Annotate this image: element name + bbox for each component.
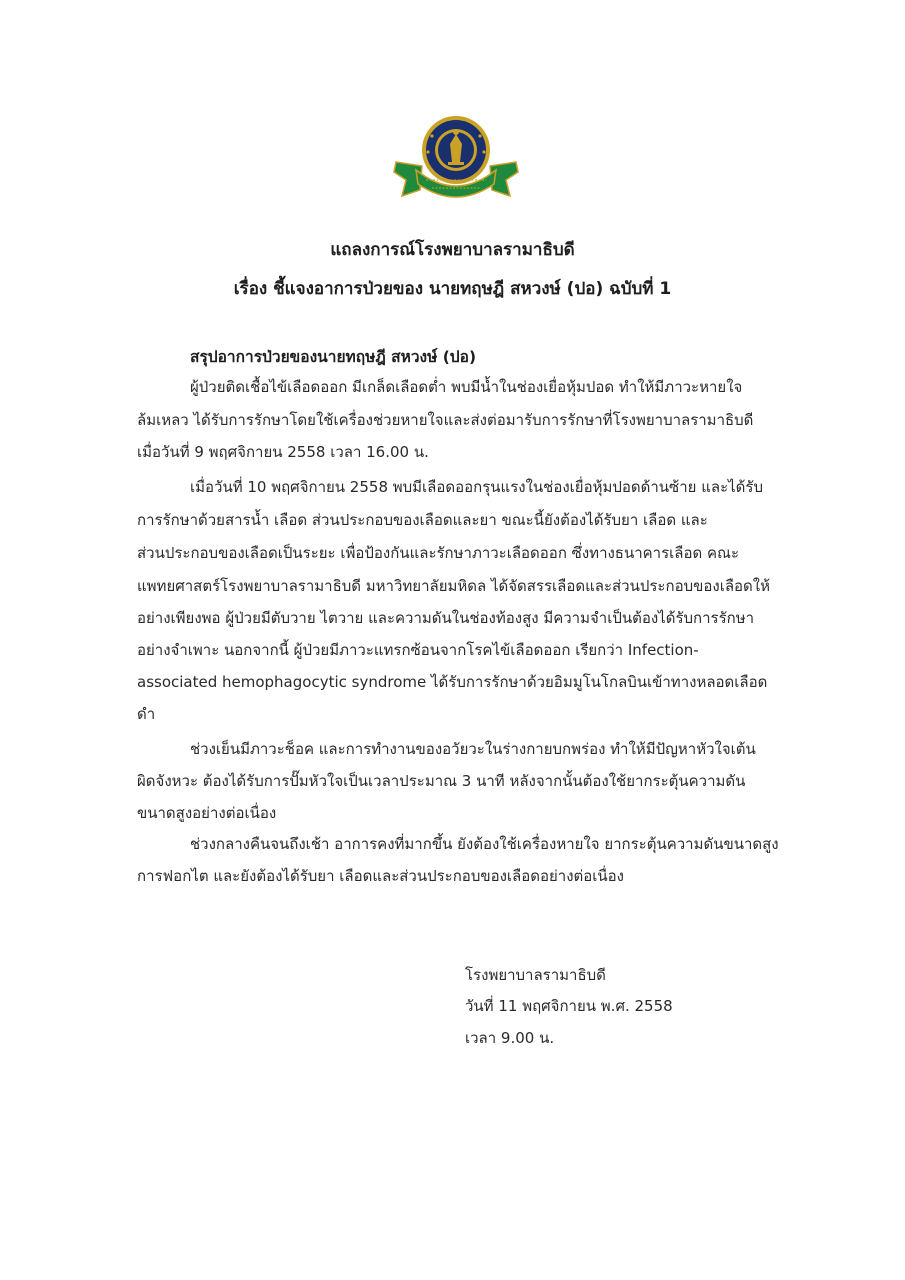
paragraph-1-line: ผู้ป่วยติดเชื้อไข้เลือดออก มีเกล็ดเลือดต่ำ พบมีน้ำในช่องเยื่อหุ้มปอด ทำให้มีภาวะหายใจ	[190, 378, 743, 396]
hospital-seal-icon	[392, 110, 520, 206]
paragraph-1-line: เมื่อวันที่ 9 พฤศจิกายน 2558 เวลา 16.00 น.	[137, 443, 429, 461]
paragraph-2-line: ดำ	[137, 705, 156, 723]
paragraph-3-line: ช่วงเย็นมีภาวะช็อค และการทำงานของอวัยวะในร่างกายบกพร่อง ทำให้มีปัญหาหัวใจเต้น	[190, 740, 756, 758]
paragraph-2-line: เมื่อวันที่ 10 พฤศจิกายน 2558 พบมีเลือดออกรุนแรงในช่องเยื่อหุ้มปอดด้านซ้าย และได้รับ	[190, 478, 763, 496]
paragraph-2-line: การรักษาด้วยสารน้ำ เลือด ส่วนประกอบของเลือดและยา ขณะนี้ยังต้องได้รับยา เลือด และ	[137, 511, 708, 529]
paragraph-2-line: associated hemophagocytic syndrome ได้รับการรักษาด้วยอิมมูโนโกลบินเข้าทางหลอดเลือด	[137, 673, 768, 691]
paragraph-2-line: แพทยศาสตร์โรงพยาบาลรามาธิบดี มหาวิทยาลัยมหิดล ได้จัดสรรเลือดและส่วนประกอบของเลือดให้	[137, 577, 770, 595]
signature-date: วันที่ 11 พฤศจิกายน พ.ศ. 2558	[465, 997, 673, 1015]
paragraph-2-line: อย่างเพียงพอ ผู้ป่วยมีตับวาย ไตวาย และความดันในช่องท้องสูง มีความจำเป็นต้องได้รับการรักษา	[137, 609, 755, 627]
signature-time: เวลา 9.00 น.	[465, 1029, 555, 1047]
paragraph-3-line: ผิดจังหวะ ต้องได้รับการปั๊มหัวใจเป็นเวลาประมาณ 3 นาที หลังจากนั้นต้องใช้ยากระตุ้นความดัน	[137, 772, 746, 790]
paragraph-3-line: ขนาดสูงอย่างต่อเนื่อง	[137, 804, 277, 822]
announcement-subject: เรื่อง ชี้แจงอาการป่วยของ นายทฤษฎี สหวงษ์ (ปอ) ฉบับที่ 1	[233, 279, 672, 299]
hospital-logo	[392, 110, 520, 206]
paragraph-1-line: ล้มเหลว ได้รับการรักษาโดยใช้เครื่องช่วยหายใจและส่งต่อมารับการรักษาที่โรงพยาบาลรามาธิบดี	[137, 411, 754, 429]
paragraph-4-line: ช่วงกลางคืนจนถึงเช้า อาการคงที่มากขึ้น ยังต้องใช้เครื่องหายใจ ยากระตุ้นความดันขนาดสูง	[190, 835, 779, 853]
summary-heading: สรุปอาการป่วยของนายทฤษฎี สหวงษ์ (ปอ)	[190, 348, 477, 366]
signature-organization: โรงพยาบาลรามาธิบดี	[465, 966, 606, 984]
paragraph-2-line: อย่างจำเพาะ นอกจากนี้ ผู้ป่วยมีภาวะแทรกซ้อนจากโรคไข้เลือดออก เรียกว่า Infection-	[137, 641, 699, 659]
paragraph-2-line: ส่วนประกอบของเลือดเป็นระยะ เพื่อป้องกันและรักษาภาวะเลือดออก ซึ่งทางธนาคารเลือด คณะ	[137, 544, 739, 562]
paragraph-4-line: การฟอกไต และยังต้องได้รับยา เลือดและส่วนประกอบของเลือดอย่างต่อเนื่อง	[137, 867, 625, 885]
announcement-title: แถลงการณ์โรงพยาบาลรามาธิบดี	[330, 240, 575, 260]
